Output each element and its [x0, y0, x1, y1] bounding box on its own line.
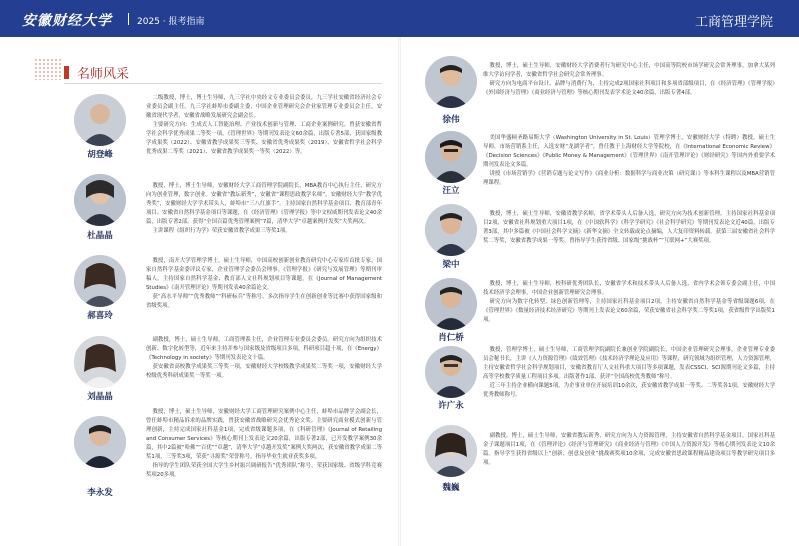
portrait-photo [425, 425, 477, 477]
bio-paragraph: 获“高水平导师”“优秀教师”“科研标兵”等称号，多次指导学生在创新创业等比赛中获得国家级和省级奖项。 [146, 294, 382, 309]
faculty-name: 李永发 [87, 488, 113, 498]
page-header [0, 0, 799, 37]
portrait-photo [74, 416, 126, 468]
section-underline [64, 83, 382, 84]
bio-paragraph: 二级教授，博士，博士生导师，九三学社中央经文专业委员会委员，九三学社安徽省经济社会专业委员会副主任。九三学社蚌埠市委副主委，中国企业管理研究会企业家管理专业委员会主任，安徽省现代学者，安徽省战略发展研究会副会长。 [146, 95, 382, 119]
bio-paragraph: 教授，博士，硕士生导师，安徽省教学名师，省学术带头人后备人选，研究方向为技术创新管理，主持国家社科基金项目2项，安徽省社科规划重大项目1项，在《中国软科学》《科学学研究》《社会科学研究》等期刊发表论文近40篇，出版专著3部，其中多篇被《中国社会科学文摘》《新华文摘》全文转载或论点摘编，人大复印资料转载。获第三届安徽省社会科学奖二等奖，安徽省教学成果一等奖。曾指导学生获得省级、国家级“挑战杯”“互联网+”大赛奖项。 [483, 211, 775, 244]
portrait-photo [425, 346, 477, 398]
bio-paragraph: 副教授，博士，硕士生导师，安徽省教坛新秀，研究方向为人力资源管理，主持安徽省自然科学基金项目，国家社科基金子课题项目1项，在《管理评论》《经济与管理研究》《商业经济与管理》《中国人力资源开发》等核心期刊发表论文10余篇。指导学生获得省级以上“创新、创意及创业”挑战赛奖项10余项，完成安徽省思政课程精品建设项目等教学研究项目多项。 [483, 433, 775, 466]
faculty-name: 杜晶晶 [87, 231, 113, 241]
portrait-photo [74, 336, 126, 388]
bio-paragraph: 教授，管理学博士，硕士生导师，工商管理学院副院长兼创业学院副院长，中国企业管理研究会理事，企业管理专业委员会秘书长，主讲《人力资源管理》《绩效管理》《技术经济学理论及应用》等课程，研究领域为组织管理，人力资源管理，主持安徽省哲学社会科学规划项目，安徽省教育厅人文社科重大项目等多项课题，发表CSSCI、SCI源期刊论文多篇，主持高等学校教学质量工程项目多项。出版著作1部，获评“全国高校优秀教师”称号。 [483, 347, 775, 380]
faculty-name: 汪立 [442, 186, 460, 196]
faculty-name: 许广永 [438, 401, 464, 411]
guide-title: 2025 · 报考指南 [137, 17, 205, 27]
portrait-photo [425, 131, 477, 183]
section-title [64, 63, 129, 82]
dot-pattern-decoration [34, 58, 62, 80]
faculty-name: 梁中 [442, 260, 460, 270]
bio-paragraph: 研究方向为数字化转型、绿色创新管理等，主持国家社科基金项目2项，主持安徽省自然科学基金等省级课题6项，在《管理世界》《数量经济技术经济研究》等期刊上发表论文60余篇，荣获安徽省社会科学奖二等奖1项，获省级哲学出版奖1项。 [483, 299, 775, 323]
portrait-photo [425, 278, 477, 330]
bio-paragraph: 教授，博士，博士生导师，安徽财经大学工商管理学院副院长，MBA教育中心执行主任，研究方向为创业管理，数字创业。安徽省“教坛新秀”，安徽省“课程思政教学名师”，安徽财经大学“教学优秀奖”，安徽财经大学学术带头人，蚌埠市“三八红旗手”。主持国家自然科学基金项目、教育部青年项目、安徽省自然科学基金项目等课题，在《经济管理》《管理学报》等中文权威期刊发表论文40余篇，出版专著2部。获得“全国百篇优秀管理案例”7篇，清华大学“卓越案例开发奖”大奖两次。 [146, 183, 382, 225]
faculty-bio [483, 134, 775, 188]
portrait-photo [74, 94, 126, 146]
faculty-bio [483, 346, 775, 400]
faculty-name: 肖仁桥 [438, 333, 464, 343]
bio-paragraph: 近三年主持企业横向课题5项，为企事业单位开展培训10余次，获安徽省教学成果一等奖、二等奖各1项，安徽财经大学优秀教师称号。 [483, 383, 775, 398]
bio-paragraph: 教授，博士，硕士生导师，安徽财经大学工商管理研究案例中心主任，蚌埠市品牌学会副会长，曾任蚌埠市精品诉求的品牌实践，曾获安徽省战略研究会优秀论文奖。主要研究商业模式创新与管理创新，主持完成国家社科基金1项，完成省级课题多项，在《科研管理》《Journal of Retailing and Consumer Services》等核心期刊上发表论文20余篇，出版专著2部，已开发教学案例30余篇，其中2篇被“哈佛”“百优”“卓越”，清华大学“卓越开发奖”案例大奖两次，获安徽省教学成果二等奖1项，三等奖3项，荣获“寻源奖”荣誉称号，指导毕业生就业获奖多项。 [146, 409, 383, 460]
portrait-photo [74, 174, 126, 226]
bio-paragraph: 教授，博士，硕士生导师，校科研优秀团队长，安徽省学术和技术带头人后备人选，省内学术会领专委会副主任，中国技术经济学会理事，中国企业创新管理研究会理事。 [483, 281, 775, 296]
portrait-photo [425, 204, 477, 256]
bio-paragraph: 讲授《市场营销学》《营销专题与论文写作》《商业分析：数据科学与商业决策（研究课）》等本科生课程以及MBA营销管理课程。 [483, 171, 775, 186]
bio-paragraph: 研究方向为电商平台设计、品牌与消费行为，主持完成2项国家社科项目和多项省部级项目，在《经济管理》《管理学报》《外国经济与管理》《商业经济与管理》等核心期刊发表学术论文40余篇，出版专著4部。 [483, 81, 775, 96]
faculty-bio [483, 210, 775, 246]
portrait-photo [425, 56, 477, 108]
faculty-name: 徐伟 [442, 115, 460, 125]
bio-paragraph: 获安徽省高校教学成果奖三等奖一项，安徽财经大学校级教学成果奖二等奖一项，安徽财经大学校级优秀科研成果奖一等奖一项。 [146, 364, 382, 379]
faculty-bio [146, 182, 382, 236]
faculty-bio [146, 94, 382, 157]
faculty-bio [483, 62, 775, 98]
college-name: 工商管理学院 [694, 15, 773, 30]
bio-paragraph: 主要研究方向：生成式人工智能治理、产业技术创新与管理、工商企业案例研究。曾获安徽省哲学社会科学优秀成果二等奖一项，《管理世界》等期刊发表论文60余篇，出版专著5部，获国家级教学成果奖（2022）、安徽省教学成果奖三等奖、安徽省优秀成果奖（2019）、安徽省哲学社会科学优秀成果二等奖（2021）、安徽省教学成果奖一等奖（2022）等。 [146, 122, 382, 155]
faculty-bio [483, 280, 775, 325]
portrait-photo [74, 255, 126, 307]
faculty-name: 刘晶晶 [87, 392, 113, 402]
faculty-name: 魏巍 [442, 483, 460, 493]
section-title-text: 名师风采 [77, 67, 130, 82]
section-marker [64, 66, 69, 79]
faculty-bio [146, 257, 382, 311]
faculty-bio [483, 432, 775, 468]
bio-paragraph: 美国华盛顿圣路易斯大学（Washington University in St. Louis）管理学博士，安徽财经大学（特聘）教授，硕士生导师，市场营销系主任，入选安财“龙湖学者”，曾任教于上海财经大学等院校，在《International Economic Review》《Decision Sciences》《Public Money & Management》《管理世界》《南开管理评论》《财经研究》等国内外重要学术期刊发表论文多篇。 [483, 135, 775, 168]
bio-paragraph: 教授，南开大学管理学博士，硕士生导师，中国高校创新创业教育研究中心专家库首批专家，国家自然科学基金委评议专家，企业管理学会委员会理事。《管理学报》《研究与发展管理》等期刊审稿人，主持国家自然科学基金、教育部人文社科规划项目等课题，在《Journal of Management Studies》《南开管理评论》等期刊发表40余篇论文。 [146, 258, 382, 291]
faculty-name: 胡登峰 [87, 150, 113, 160]
bio-paragraph: 指导的学生团队荣获全国大学生乡村振兴调研报告“优秀团队”称号，荣获国家级、省级学科竞赛奖项20多项。 [146, 463, 382, 478]
school-logo-text: 安徽财经大学 [22, 13, 112, 29]
faculty-bio [146, 336, 382, 381]
book-spine [398, 37, 401, 546]
faculty-name: 郝喜玲 [87, 311, 113, 321]
faculty-bio [146, 408, 382, 480]
bio-paragraph: 教授，博士，硕士生导师，安徽财经大学消费者行为研究中心主任，中国高等院校市场学研究会常务理事，加拿大某列维大学访问学者，安徽省哲学社会研究会常务理事。 [483, 63, 775, 78]
bio-paragraph: 副教授，博士，硕士生导师，工商管理系主任，企业管理专业委员会委员。研究方向为组织技术创新、数字化转型等，近年来主持并参与国家级及省级项目多项，科研项目超十项，在《Energy》《Technology in society》等期刊发表论文十篇。 [146, 337, 382, 361]
bio-paragraph: 主讲课程《组织行为学》荣获安徽省教学成果三等奖1项。 [152, 228, 291, 234]
header-divider [128, 13, 129, 25]
